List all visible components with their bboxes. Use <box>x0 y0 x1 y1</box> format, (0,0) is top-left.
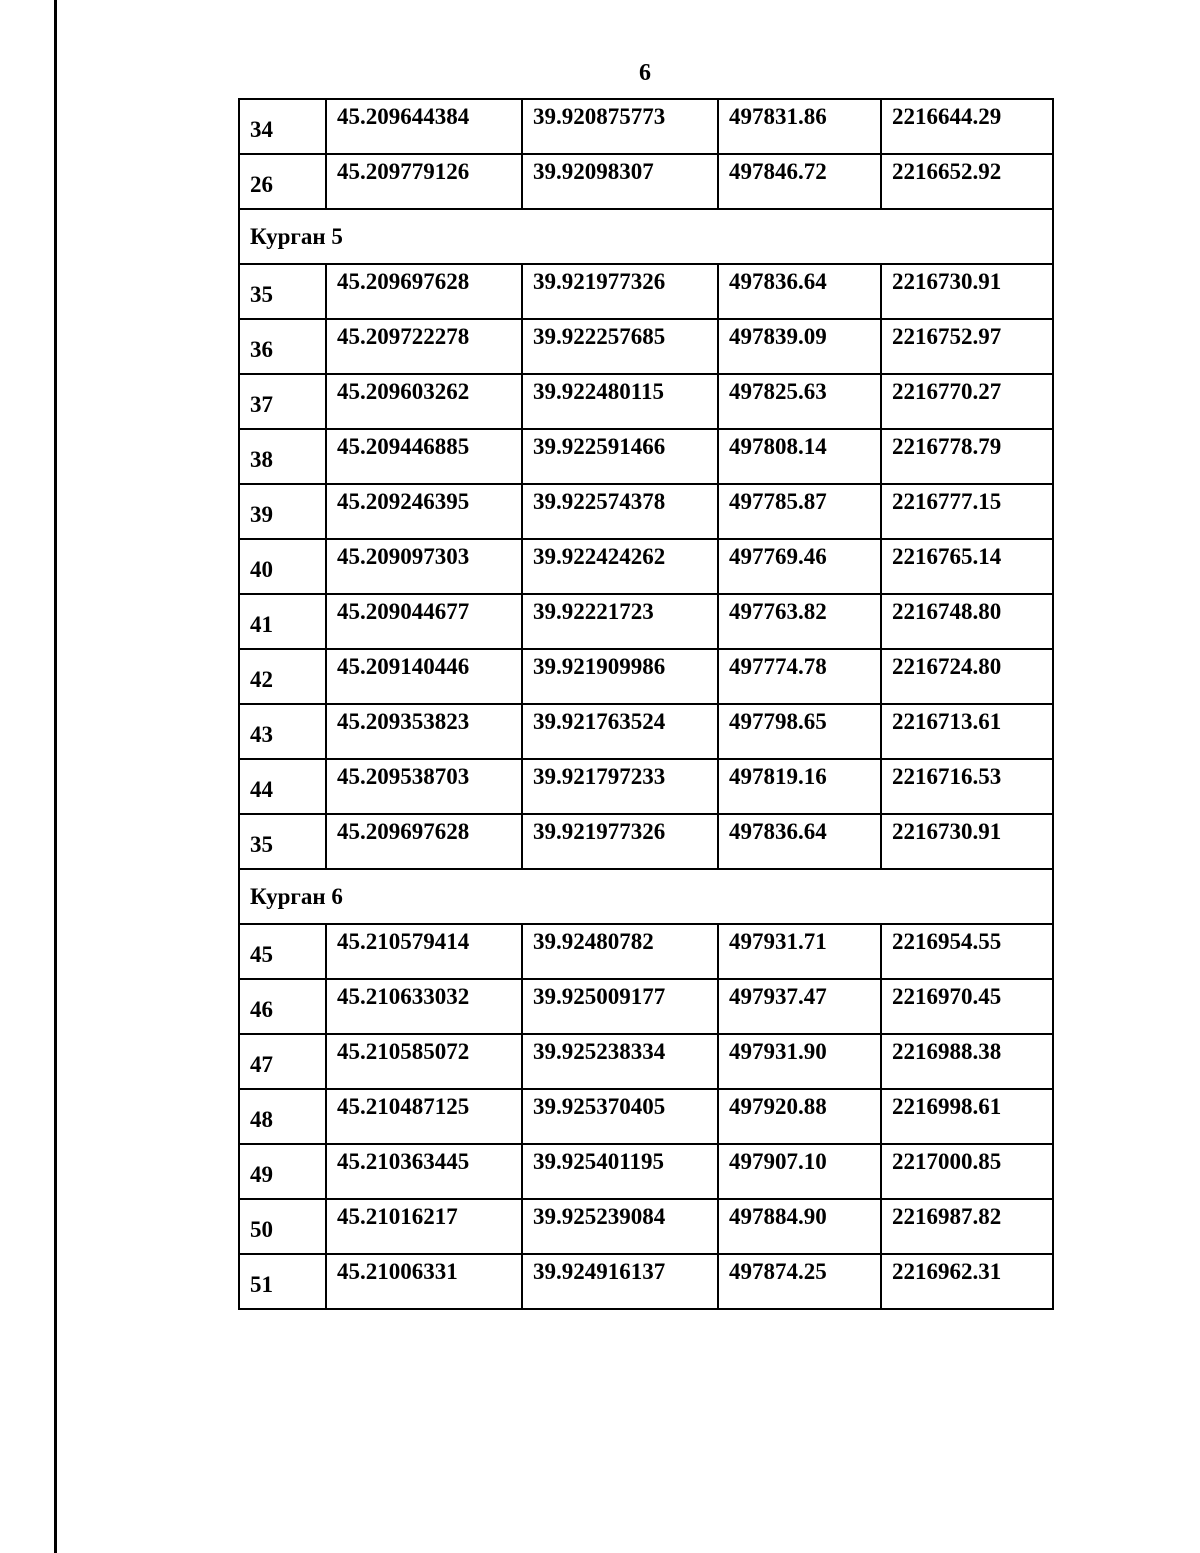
page-margin-line <box>54 0 57 1553</box>
point-number-cell: 34 <box>239 99 326 154</box>
longitude-cell: 39.921909986 <box>522 649 718 704</box>
x-coordinate-cell: 497937.47 <box>718 979 881 1034</box>
group-label: Курган 6 <box>239 869 1053 924</box>
point-number-cell: 41 <box>239 594 326 649</box>
y-coordinate-cell: 2216716.53 <box>881 759 1053 814</box>
table-row <box>239 484 1053 539</box>
latitude-cell: 45.209779126 <box>326 154 522 209</box>
table-row <box>239 429 1053 484</box>
page-number: 6 <box>639 60 651 86</box>
table-row <box>239 649 1053 704</box>
table-row <box>239 594 1053 649</box>
point-number-cell: 50 <box>239 1199 326 1254</box>
group-header-row <box>239 209 1053 264</box>
x-coordinate-cell: 497839.09 <box>718 319 881 374</box>
longitude-cell: 39.925239084 <box>522 1199 718 1254</box>
latitude-cell: 45.209446885 <box>326 429 522 484</box>
longitude-cell: 39.920875773 <box>522 99 718 154</box>
latitude-cell: 45.209538703 <box>326 759 522 814</box>
point-number-cell: 49 <box>239 1144 326 1199</box>
x-coordinate-cell: 497774.78 <box>718 649 881 704</box>
y-coordinate-cell: 2216778.79 <box>881 429 1053 484</box>
x-coordinate-cell: 497785.87 <box>718 484 881 539</box>
x-coordinate-cell: 497931.90 <box>718 1034 881 1089</box>
x-coordinate-cell: 497836.64 <box>718 264 881 319</box>
table-row <box>239 1254 1053 1309</box>
x-coordinate-cell: 497907.10 <box>718 1144 881 1199</box>
point-number-cell: 48 <box>239 1089 326 1144</box>
y-coordinate-cell: 2216970.45 <box>881 979 1053 1034</box>
table-row <box>239 1199 1053 1254</box>
point-number-cell: 43 <box>239 704 326 759</box>
longitude-cell: 39.925401195 <box>522 1144 718 1199</box>
table-row <box>239 1089 1053 1144</box>
y-coordinate-cell: 2216652.92 <box>881 154 1053 209</box>
longitude-cell: 39.924916137 <box>522 1254 718 1309</box>
coordinates-table-body <box>239 99 1053 1309</box>
longitude-cell: 39.922424262 <box>522 539 718 594</box>
x-coordinate-cell: 497846.72 <box>718 154 881 209</box>
table-row <box>239 979 1053 1034</box>
x-coordinate-cell: 497831.86 <box>718 99 881 154</box>
latitude-cell: 45.210487125 <box>326 1089 522 1144</box>
table-row <box>239 154 1053 209</box>
latitude-cell: 45.210633032 <box>326 979 522 1034</box>
longitude-cell: 39.921977326 <box>522 814 718 869</box>
table-row <box>239 759 1053 814</box>
y-coordinate-cell: 2216730.91 <box>881 264 1053 319</box>
x-coordinate-cell: 497884.90 <box>718 1199 881 1254</box>
x-coordinate-cell: 497763.82 <box>718 594 881 649</box>
longitude-cell: 39.925370405 <box>522 1089 718 1144</box>
point-number-cell: 42 <box>239 649 326 704</box>
point-number-cell: 44 <box>239 759 326 814</box>
longitude-cell: 39.921977326 <box>522 264 718 319</box>
y-coordinate-cell: 2216644.29 <box>881 99 1053 154</box>
point-number-cell: 37 <box>239 374 326 429</box>
latitude-cell: 45.209246395 <box>326 484 522 539</box>
longitude-cell: 39.922480115 <box>522 374 718 429</box>
latitude-cell: 45.21016217 <box>326 1199 522 1254</box>
point-number-cell: 35 <box>239 814 326 869</box>
latitude-cell: 45.209603262 <box>326 374 522 429</box>
point-number-cell: 47 <box>239 1034 326 1089</box>
table-row <box>239 374 1053 429</box>
x-coordinate-cell: 497874.25 <box>718 1254 881 1309</box>
latitude-cell: 45.209697628 <box>326 814 522 869</box>
table-row <box>239 924 1053 979</box>
latitude-cell: 45.210579414 <box>326 924 522 979</box>
longitude-cell: 39.925009177 <box>522 979 718 1034</box>
point-number-cell: 36 <box>239 319 326 374</box>
point-number-cell: 51 <box>239 1254 326 1309</box>
y-coordinate-cell: 2216730.91 <box>881 814 1053 869</box>
y-coordinate-cell: 2216770.27 <box>881 374 1053 429</box>
group-header-row <box>239 869 1053 924</box>
longitude-cell: 39.922257685 <box>522 319 718 374</box>
group-label: Курган 5 <box>239 209 1053 264</box>
latitude-cell: 45.210363445 <box>326 1144 522 1199</box>
point-number-cell: 39 <box>239 484 326 539</box>
y-coordinate-cell: 2216987.82 <box>881 1199 1053 1254</box>
y-coordinate-cell: 2216713.61 <box>881 704 1053 759</box>
latitude-cell: 45.209097303 <box>326 539 522 594</box>
y-coordinate-cell: 2216752.97 <box>881 319 1053 374</box>
y-coordinate-cell: 2216998.61 <box>881 1089 1053 1144</box>
longitude-cell: 39.92221723 <box>522 594 718 649</box>
table-row <box>239 264 1053 319</box>
y-coordinate-cell: 2216777.15 <box>881 484 1053 539</box>
point-number-cell: 40 <box>239 539 326 594</box>
table-row <box>239 814 1053 869</box>
y-coordinate-cell: 2217000.85 <box>881 1144 1053 1199</box>
y-coordinate-cell: 2216954.55 <box>881 924 1053 979</box>
x-coordinate-cell: 497825.63 <box>718 374 881 429</box>
longitude-cell: 39.92098307 <box>522 154 718 209</box>
x-coordinate-cell: 497931.71 <box>718 924 881 979</box>
point-number-cell: 35 <box>239 264 326 319</box>
latitude-cell: 45.210585072 <box>326 1034 522 1089</box>
x-coordinate-cell: 497808.14 <box>718 429 881 484</box>
x-coordinate-cell: 497836.64 <box>718 814 881 869</box>
latitude-cell: 45.209353823 <box>326 704 522 759</box>
longitude-cell: 39.92480782 <box>522 924 718 979</box>
y-coordinate-cell: 2216988.38 <box>881 1034 1053 1089</box>
x-coordinate-cell: 497819.16 <box>718 759 881 814</box>
latitude-cell: 45.209644384 <box>326 99 522 154</box>
table-row <box>239 99 1053 154</box>
y-coordinate-cell: 2216765.14 <box>881 539 1053 594</box>
table-row <box>239 1144 1053 1199</box>
latitude-cell: 45.209044677 <box>326 594 522 649</box>
latitude-cell: 45.209722278 <box>326 319 522 374</box>
longitude-cell: 39.925238334 <box>522 1034 718 1089</box>
table-row <box>239 1034 1053 1089</box>
longitude-cell: 39.921763524 <box>522 704 718 759</box>
y-coordinate-cell: 2216748.80 <box>881 594 1053 649</box>
x-coordinate-cell: 497920.88 <box>718 1089 881 1144</box>
longitude-cell: 39.922591466 <box>522 429 718 484</box>
point-number-cell: 26 <box>239 154 326 209</box>
point-number-cell: 38 <box>239 429 326 484</box>
point-number-cell: 46 <box>239 979 326 1034</box>
latitude-cell: 45.209697628 <box>326 264 522 319</box>
latitude-cell: 45.21006331 <box>326 1254 522 1309</box>
x-coordinate-cell: 497798.65 <box>718 704 881 759</box>
longitude-cell: 39.921797233 <box>522 759 718 814</box>
latitude-cell: 45.209140446 <box>326 649 522 704</box>
table-row <box>239 704 1053 759</box>
longitude-cell: 39.922574378 <box>522 484 718 539</box>
table-row <box>239 319 1053 374</box>
x-coordinate-cell: 497769.46 <box>718 539 881 594</box>
coordinates-table <box>238 98 1054 1310</box>
y-coordinate-cell: 2216962.31 <box>881 1254 1053 1309</box>
y-coordinate-cell: 2216724.80 <box>881 649 1053 704</box>
point-number-cell: 45 <box>239 924 326 979</box>
table-row <box>239 539 1053 594</box>
